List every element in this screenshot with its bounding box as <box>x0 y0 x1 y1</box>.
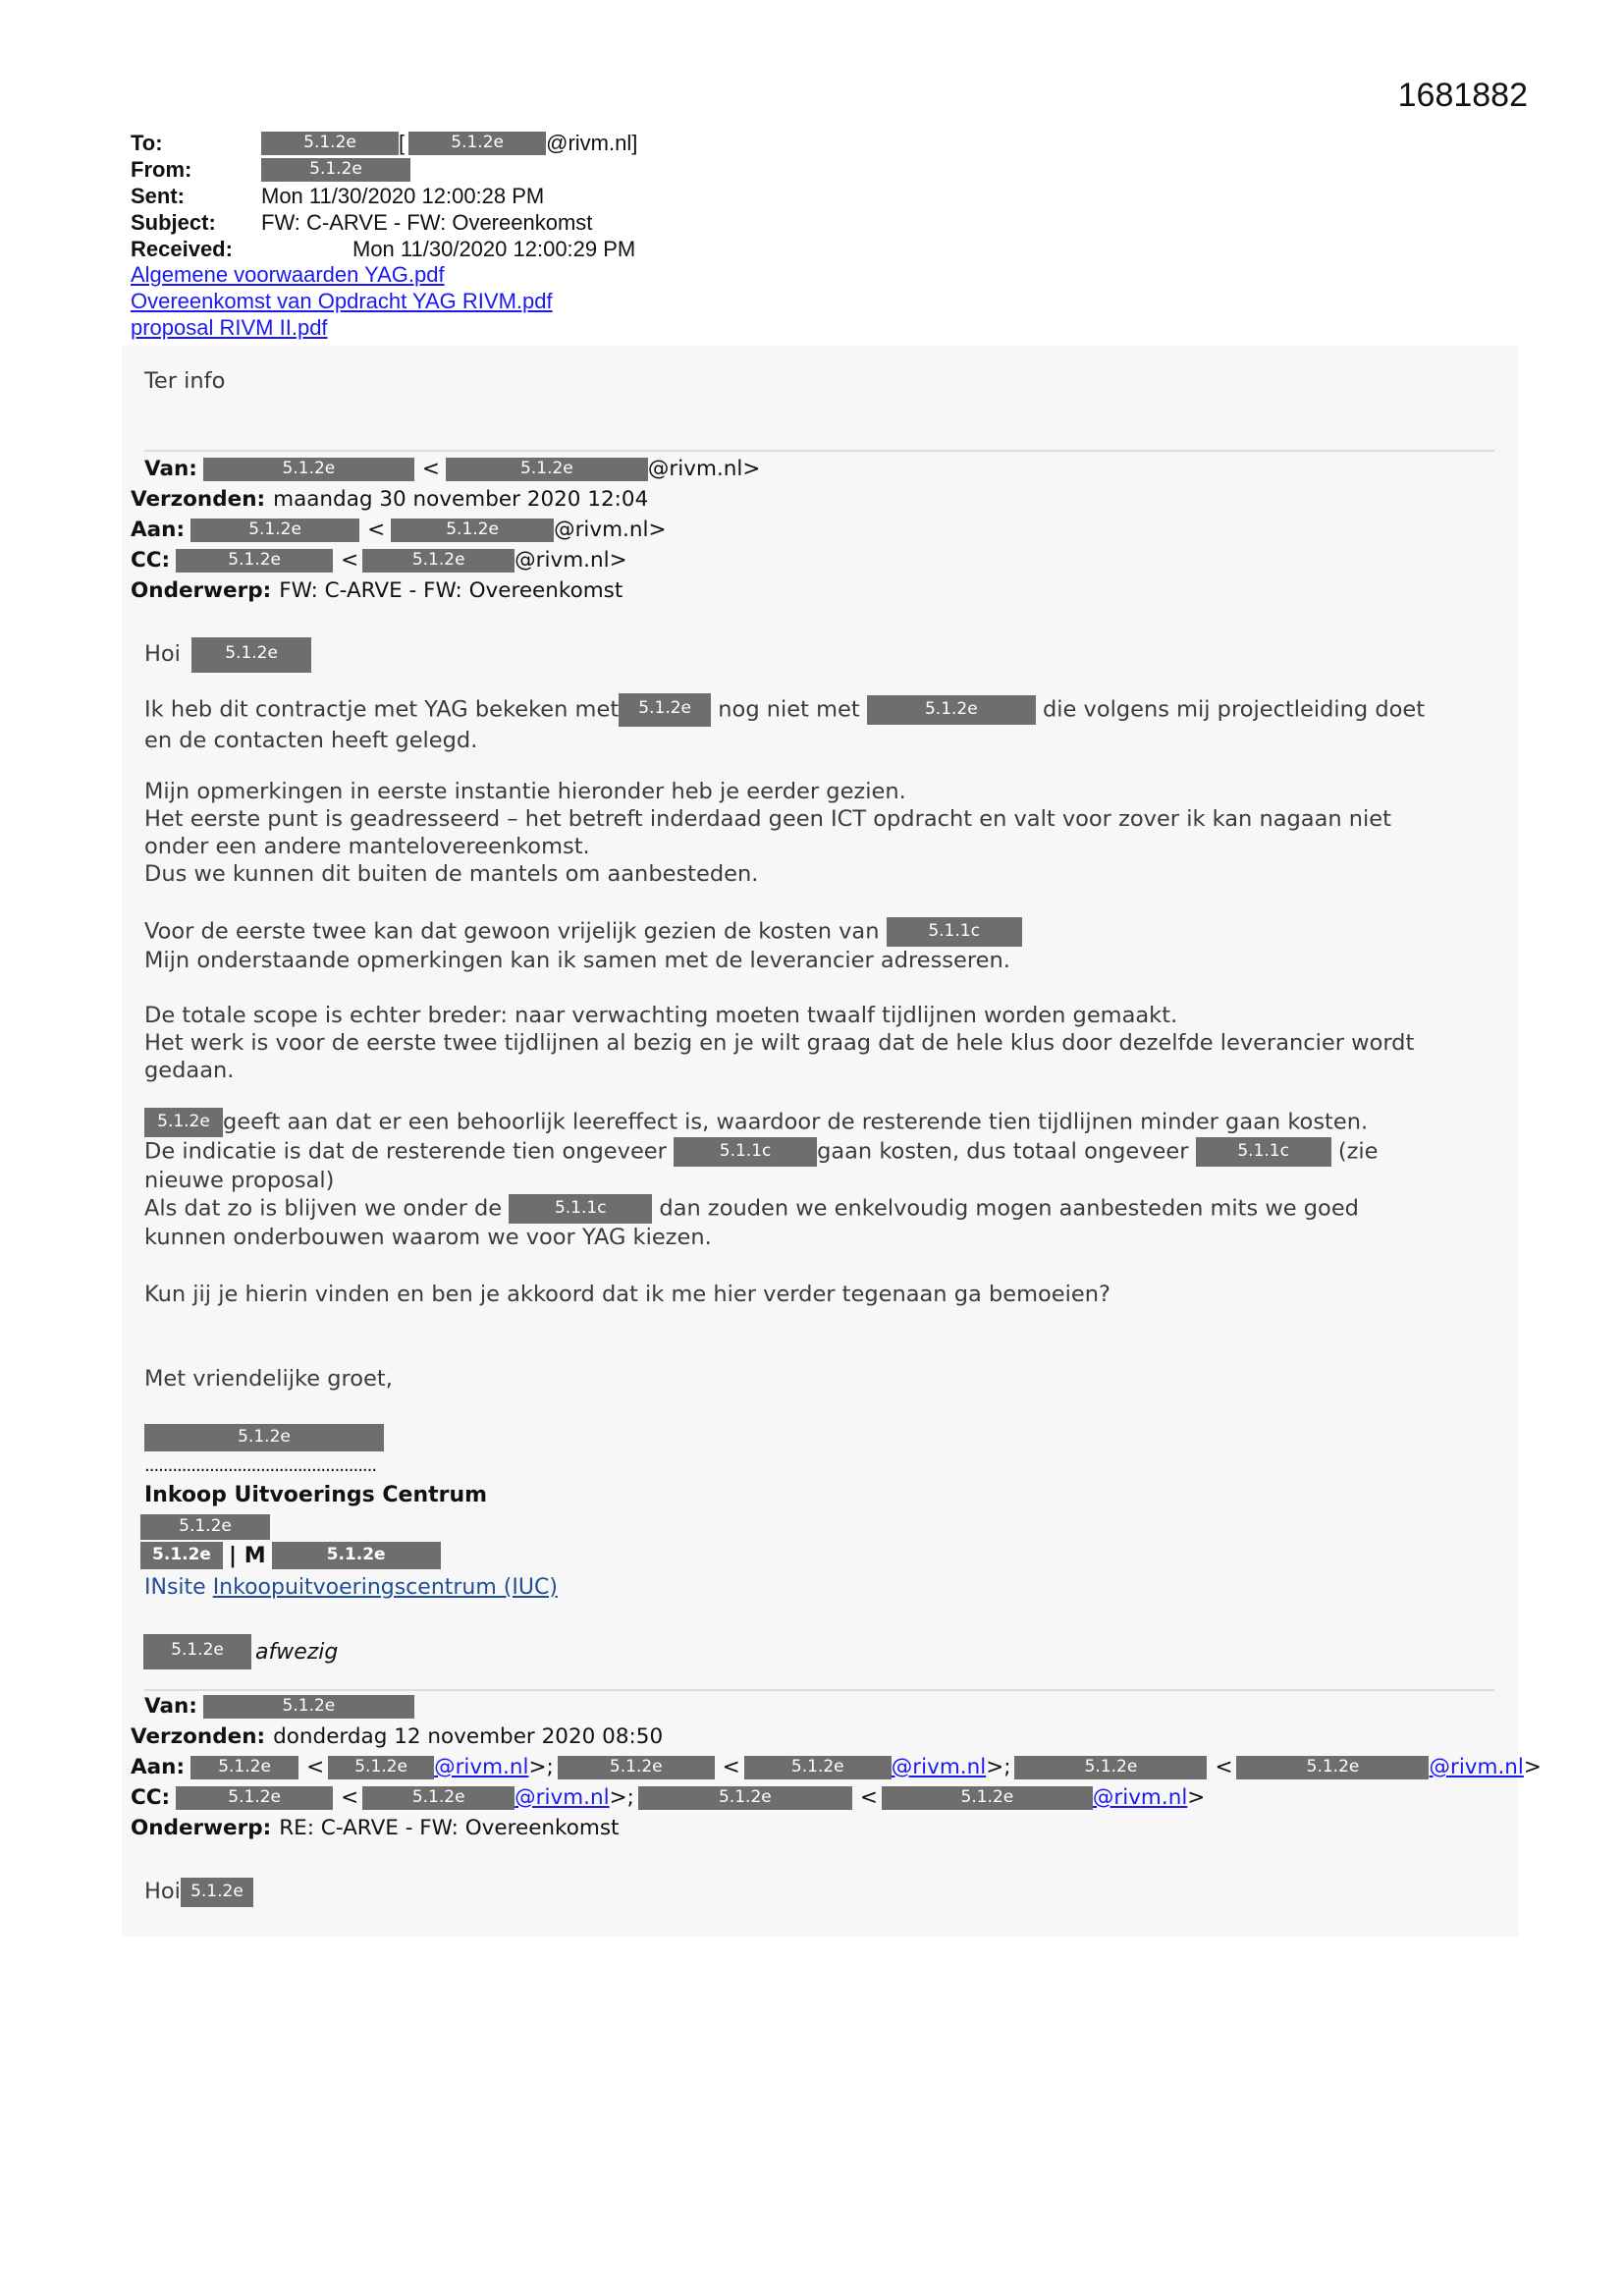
van-suffix: @rivm.nl> <box>647 457 761 481</box>
subject-value: FW: C-ARVE - FW: Overeenkomst <box>261 210 593 235</box>
verzonden-value: maandag 30 november 2020 12:04 <box>273 487 649 512</box>
signature-dots: .................................................. <box>144 1455 377 1476</box>
redaction: 5.1.2e <box>191 637 311 673</box>
aan-label: Aan: <box>131 1755 186 1779</box>
insite-line: INsite Inkoopuitvoeringscentrum (IUC) <box>144 1575 558 1600</box>
forward-header-2: Van: 5.1.2e Verzonden: donderdag 12 november 2020 08:50 Aan: 5.1.2e < 5.1.2e @rivm.nl >; 5.1.2e < 5.1.2e @rivm.nl >; 5.1.2e < 5.1.2e @rivm.nl > CC: 5.1.2e < 5.1.2e @rivm.nl >; 5.1.2e < 5.1.2e @rivm.nl > Onderwerp: RE: C-ARVE - FW: Overeenkomst <box>131 1691 1542 1843</box>
redaction: 5.1.1c <box>887 917 1022 947</box>
redaction: 5.1.2e <box>619 693 711 727</box>
redaction: 5.1.2e <box>261 158 410 182</box>
divider <box>144 450 1494 452</box>
greeting: Hoi 5.1.2e <box>144 636 311 673</box>
attachment-link[interactable]: Algemene voorwaarden YAG.pdf <box>131 262 445 287</box>
aan-label: Aan: <box>131 518 186 542</box>
insite-link[interactable]: Inkoopuitvoeringscentrum (IUC) <box>212 1575 558 1600</box>
greeting-2: Hoi 5.1.2e <box>144 1876 253 1907</box>
verzonden-label: Verzonden: <box>131 1724 266 1749</box>
attachment-link[interactable]: Overeenkomst van Opdracht YAG RIVM.pdf <box>131 289 553 313</box>
redaction: 5.1.2e <box>744 1756 892 1779</box>
phone-line: 5.1.2e | M 5.1.2e <box>140 1542 441 1569</box>
redaction: 5.1.2e <box>882 1786 1093 1810</box>
redaction: 5.1.2e <box>362 1786 514 1810</box>
email-link[interactable]: @rivm.nl <box>514 1785 610 1810</box>
redaction: 5.1.2e <box>181 1878 253 1907</box>
redaction: 5.1.2e <box>328 1756 434 1779</box>
attachment-list <box>131 261 553 341</box>
signature-line <box>140 1514 270 1540</box>
redaction: 5.1.2e <box>867 695 1036 725</box>
onderwerp-value: RE: C-ARVE - FW: Overeenkomst <box>279 1816 620 1840</box>
onderwerp-label: Onderwerp: <box>131 578 272 603</box>
to-label: To: <box>131 131 163 155</box>
van-label: Van: <box>144 457 197 481</box>
document-id: 1681882 <box>1397 77 1528 114</box>
intro-text: Ter info <box>144 368 226 394</box>
to-suffix: @rivm.nl] <box>546 131 638 155</box>
onderwerp-value: FW: C-ARVE - FW: Overeenkomst <box>279 578 623 603</box>
redaction: 5.1.2e <box>144 1424 384 1451</box>
paragraph-6: Kun jij je hierin vinden en ben je akkoord dat ik me hier verder tegenaan ga bemoeien? <box>144 1282 1110 1307</box>
cc-label: CC: <box>131 548 171 573</box>
verzonden-label: Verzonden: <box>131 487 266 512</box>
redaction: 5.1.1c <box>1196 1137 1331 1167</box>
paragraph-3: Voor de eerste twee kan dat gewoon vrijelijk gezien de kosten van 5.1.1c Mijn onderstaande opmerkingen kan ik samen met de leverancier adresseren. <box>144 917 1022 974</box>
redaction: 5.1.2e <box>362 549 514 573</box>
van-label: Van: <box>144 1694 197 1719</box>
redaction: 5.1.2e <box>140 1542 223 1569</box>
cc-suffix: @rivm.nl> <box>514 548 627 573</box>
closing: Met vriendelijke groet, <box>144 1366 393 1392</box>
received-value: Mon 11/30/2020 12:00:29 PM <box>352 237 636 261</box>
email-header <box>131 130 637 262</box>
email-link[interactable]: @rivm.nl <box>434 1755 529 1779</box>
onderwerp-label: Onderwerp: <box>131 1816 272 1840</box>
redaction: 5.1.2e <box>272 1542 441 1569</box>
attachment-link[interactable]: proposal RIVM II.pdf <box>131 315 328 340</box>
received-label: Received: <box>131 237 233 261</box>
redaction: 5.1.2e <box>408 132 546 155</box>
redaction: 5.1.2e <box>558 1756 715 1779</box>
redaction: 5.1.2e <box>143 1634 251 1669</box>
email-link[interactable]: @rivm.nl <box>1429 1755 1524 1779</box>
from-label: From: <box>131 157 192 182</box>
paragraph-2: Mijn opmerkingen in eerste instantie hieronder heb je eerder gezien. Het eerste punt is geadresseerd – het betreft inderdaad geen ICT opdracht en valt voor zover ik kan nagaan niet onder een andere mantelovereenkomst. Dus we kunnen dit buiten de mantels om aanbesteden. <box>144 779 1391 887</box>
department-name: Inkoop Uitvoerings Centrum <box>144 1483 488 1507</box>
redaction: 5.1.2e <box>638 1786 852 1810</box>
redaction: 5.1.2e <box>190 1756 298 1779</box>
paragraph-1: Ik heb dit contractje met YAG bekeken met 5.1.2e nog niet met 5.1.2e die volgens mij projectleiding doet en de contacten heeft gelegd. <box>144 693 1425 754</box>
verzonden-value: donderdag 12 november 2020 08:50 <box>273 1724 664 1749</box>
redaction: 5.1.2e <box>1014 1756 1207 1779</box>
paragraph-4: De totale scope is echter breder: naar verwachting moeten twaalf tijdlijnen worden gemaakt. Het werk is voor de eerste twee tijdlijnen al bezig en je wilt graag dat de hele klus door dezelfde leverancier wordt gedaan. <box>144 1003 1415 1083</box>
to-bracket: [ <box>399 131 406 155</box>
cc-label: CC: <box>131 1785 171 1810</box>
aan-suffix: @rivm.nl> <box>554 518 667 542</box>
redaction: 5.1.2e <box>446 458 648 481</box>
redaction: 5.1.2e <box>176 549 333 573</box>
redaction: 5.1.1c <box>674 1137 817 1167</box>
email-link[interactable]: @rivm.nl <box>891 1755 987 1779</box>
redaction: 5.1.2e <box>144 1108 223 1137</box>
sent-label: Sent: <box>131 184 185 208</box>
redaction: 5.1.2e <box>1236 1756 1429 1779</box>
paragraph-5: 5.1.2e geeft aan dat er een behoorlijk leereffect is, waardoor de resterende tien tijdlijnen minder gaan kosten. De indicatie is dat de resterende tien ongeveer 5.1.1c gaan kosten, dus totaal ongeveer 5.1.1c (zie nieuwe proposal) Als dat zo is blijven we onder de 5.1.1c dan zouden we enkelvoudig mogen aanbesteden mits we goed kunnen onderbouwen waarom we voor YAG kiezen. <box>144 1109 1379 1250</box>
redaction: 5.1.1c <box>509 1194 652 1224</box>
sent-value: Mon 11/30/2020 12:00:28 PM <box>261 184 545 208</box>
email-link[interactable]: @rivm.nl <box>1092 1785 1188 1810</box>
forward-header-1: Van: 5.1.2e < 5.1.2e @rivm.nl> Verzonden: maandag 30 november 2020 12:04 Aan: 5.1.2e < 5.1.2e @rivm.nl> CC: 5.1.2e < 5.1.2e @rivm.nl> Onderwerp: FW: C-ARVE - FW: Overeenkomst <box>131 454 760 606</box>
subject-label: Subject: <box>131 210 216 235</box>
redaction: 5.1.2e <box>140 1514 270 1540</box>
redaction: 5.1.2e <box>203 1695 414 1719</box>
redaction: 5.1.2e <box>190 519 359 542</box>
redaction: 5.1.2e <box>391 519 554 542</box>
signature <box>144 1424 384 1451</box>
redaction: 5.1.2e <box>203 458 414 481</box>
redaction: 5.1.2e <box>176 1786 333 1810</box>
redaction: 5.1.2e <box>261 132 399 155</box>
absent-line: 5.1.2e afwezig <box>143 1634 338 1669</box>
